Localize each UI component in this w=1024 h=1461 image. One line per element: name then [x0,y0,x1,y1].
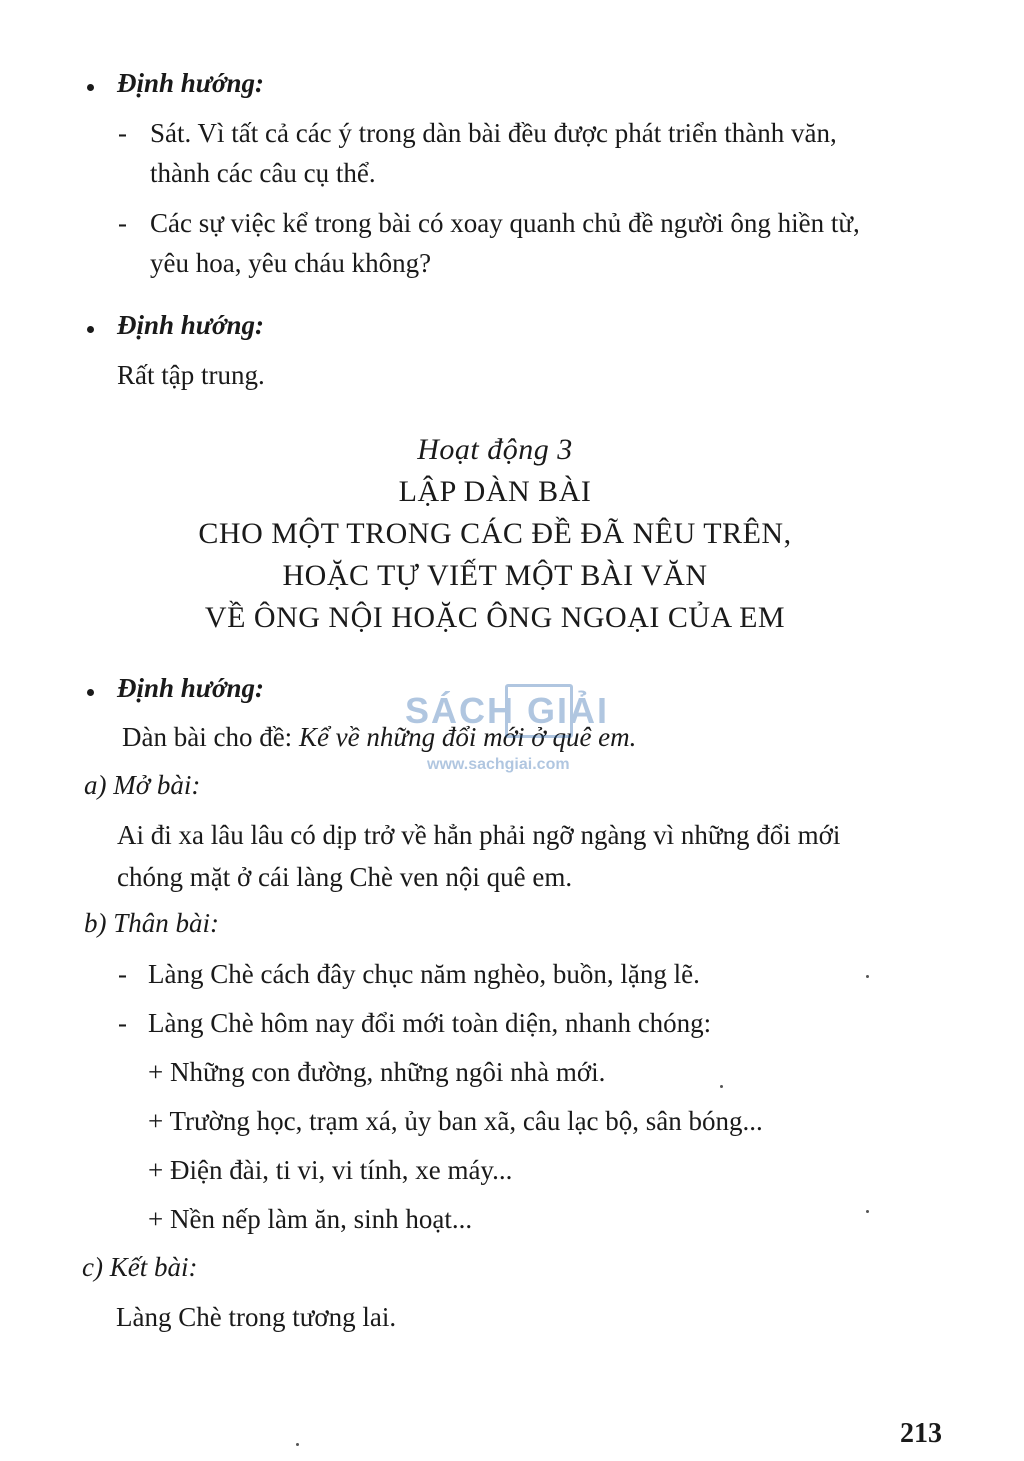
topic-title: Kể về những đổi mới ở quê em. [298,722,637,752]
activity-title-line: HOẶC TỰ VIẾT MỘT BÀI VĂN [282,559,708,592]
activity-title-line: CHO MỘT TRONG CÁC ĐỀ ĐÃ NÊU TRÊN, [198,517,792,550]
topic-line [122,720,636,754]
bullet-dot [87,689,94,696]
sub-list-item: + Nền nếp làm ăn, sinh hoạt... [148,1204,473,1234]
dash-marker: - [118,208,127,238]
scan-speck [720,1085,723,1088]
body-line: Làng Chè trong tương lai. [116,1302,397,1332]
watermark-brand: SÁCH GIẢI [405,690,610,731]
dash-marker: - [118,959,127,989]
sub-list-item: + Điện đài, ti vi, vi tính, xe máy... [148,1155,513,1185]
page-number: 213 [900,1418,942,1449]
outline-label: b) Thân bài: [84,908,219,938]
bullet-dot [87,84,94,91]
body-line: Ai đi xa lâu lâu có dịp trở về hẳn phải ngỡ ngàng vì những đổi mới [117,820,841,850]
body-line: chóng mặt ở cái làng Chè ven nội quê em. [117,862,573,892]
scan-speck [866,975,869,978]
body-line: Các sự việc kể trong bài có xoay quanh chủ đề người ông hiền từ, [150,208,860,238]
activity-title-line: VỀ ÔNG NỘI HOẶC ÔNG NGOẠI CỦA EM [204,601,786,634]
activity-title-line: LẬP DÀN BÀI [398,475,592,508]
section-heading: Định hướng: [117,310,264,340]
body-line: yêu hoa, yêu cháu không? [150,248,432,278]
scan-speck [866,1210,869,1213]
body-line: Sát. Vì tất cả các ý trong dàn bài đều được phát triển thành văn, [150,118,837,148]
sub-list-item: + Trường học, trạm xá, ủy ban xã, câu lạc bộ, sân bóng... [148,1106,763,1136]
body-line: Rất tập trung. [117,360,265,390]
section-heading: Định hướng: [117,673,264,703]
section-heading: Định hướng: [117,68,264,98]
list-item: Làng Chè cách đây chục năm nghèo, buồn, lặng lẽ. [148,959,700,989]
sub-list-item: + Những con đường, những ngôi nhà mới. [148,1057,606,1087]
watermark-url: www.sachgiai.com [427,756,570,773]
activity-label: Hoạt động 3 [417,433,573,466]
outline-label: c) Kết bài: [82,1252,198,1282]
list-item: Làng Chè hôm nay đổi mới toàn diện, nhanh chóng: [148,1008,712,1038]
body-line: thành các câu cụ thể. [150,158,376,188]
bullet-dot [87,326,94,333]
scan-speck [296,1443,299,1446]
outline-label: a) Mở bài: [84,770,201,800]
topic-prefix: Dàn bài cho đề: [122,722,299,752]
dash-marker: - [118,1008,127,1038]
dash-marker: - [118,118,127,148]
